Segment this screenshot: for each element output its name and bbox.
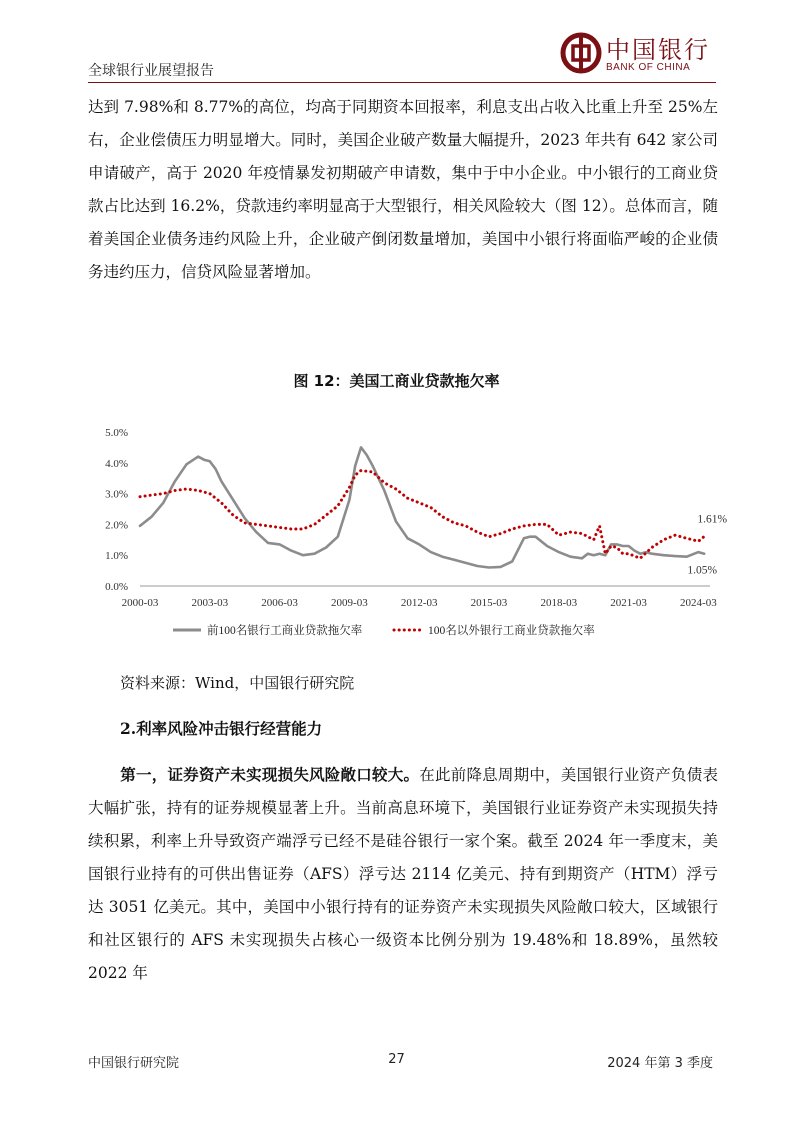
x-tick-label: 2024-03 [680, 597, 717, 609]
footer-issue: 2024 年第 3 季度 [607, 1056, 713, 1071]
figure-title: 图 12：美国工商业贷款拖欠率 [293, 372, 500, 390]
header-divider [88, 82, 716, 83]
x-tick-label: 2018-03 [540, 597, 578, 609]
y-tick-label: 2.0% [105, 519, 128, 532]
x-tick-label: 2015-03 [470, 597, 508, 609]
y-tick-label: 3.0% [105, 488, 128, 501]
report-title: 全球银行业展望报告 [88, 63, 214, 79]
legend-label: 前100名银行工商业贷款拖欠率 [207, 625, 363, 637]
paragraph-body-text: 在此前降息周期中，美国银行业资产负债表大幅扩张，持有的证券规模显著上升。当前高息环境下，美国银行业证券资产未实现损失持续积累，利率上升导致资产端浮亏已经不是硅谷银行一家个案。截至 2024 年一季度末，美国银行业持有的可供出售证券（AFS）浮亏达 2114 亿美元、持有到期资产（HTM）浮亏达 3051 亿美元。其中，美国中小银行持有的证券资产未实现损失风险敞口较大，区域银行和社区银行的 AFS 未实现损失占核心一级资本比例分别为 19.48%和 18.89%，虽然较 2022 年 [88, 766, 718, 982]
x-tick-label: 2012-03 [400, 597, 438, 609]
data-label-end-value: 1.61% [697, 513, 728, 526]
y-tick-label: 0.0% [105, 581, 128, 593]
y-tick-label: 5.0% [105, 427, 128, 439]
logo-text-cn: 中国银行 [606, 36, 710, 64]
data-label-end-value: 1.05% [687, 564, 718, 577]
x-tick-label: 2000-03 [121, 597, 159, 609]
footer-institution: 中国银行研究院 [88, 1056, 180, 1071]
x-tick-label: 2021-03 [610, 597, 647, 609]
body-paragraph-2 [88, 758, 718, 990]
y-tick-label: 1.0% [105, 550, 128, 563]
section-heading: 2.利率风险冲击银行经营能力 [120, 719, 323, 738]
bank-logo [560, 30, 720, 80]
logo-text-en: BANK OF CHINA [606, 62, 691, 73]
y-tick-label: 4.0% [105, 457, 128, 470]
legend-label: 100名以外银行工商业贷款拖欠率 [428, 625, 595, 637]
x-tick-label: 2006-03 [261, 597, 298, 609]
delinquency-line-chart [88, 418, 728, 653]
paragraph-lead-sentence: 第一，证券资产未实现损失风险敞口较大。 [120, 765, 420, 784]
page-number: 27 [388, 1052, 405, 1067]
body-paragraph: 达到 7.98%和 8.77%的高位，均高于同期资本回报率，利息支出占收入比重上升至 25%左右，企业偿债压力明显增大。同时，美国企业破产数量大幅提升，2023 年共有 642 家公司申请破产，高于 2020 年疫情暴发初期破产申请数，集中于中小企业。中小银行的工商业贷款占比达到 16.2%，贷款违约率明显高于大型银行，相关风险较大（图 12）。总体而言，随着美国企业债务违约风险上升，企业破产倒闭数量增加，美国中小银行将面临严峻的企业债务违约压力，信贷风险显著增加。 [88, 98, 718, 281]
x-tick-label: 2009-03 [331, 597, 368, 609]
x-tick-label: 2003-03 [191, 597, 229, 609]
bank-of-china-emblem-icon [560, 32, 602, 74]
source-note: 资料来源：Wind，中国银行研究院 [120, 674, 355, 692]
